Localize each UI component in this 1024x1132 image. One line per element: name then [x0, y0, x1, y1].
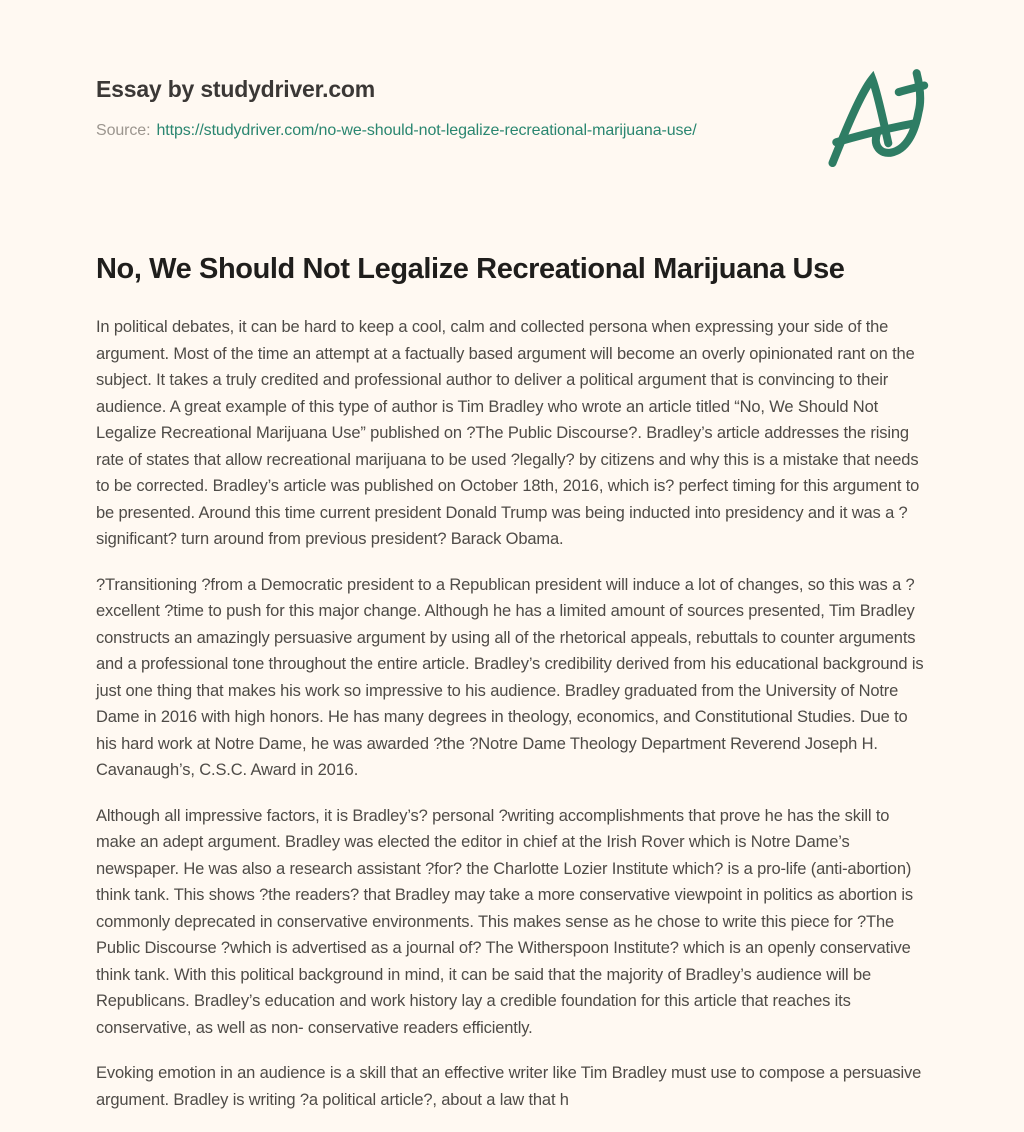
byline: Essay by studydriver.com	[96, 76, 376, 102]
article-body	[96, 314, 932, 1132]
a-plus-logo-icon	[824, 60, 928, 180]
essay-paragraph: Evoking emotion in an audience is a skill that an effective writer like Tim Bradley must use to compose a persuasive argument. Bradley is writing ?a political article?, about a law that h	[96, 1064, 922, 1109]
source-link[interactable]: https://studydriver.com/no-we-should-not-legalize-recreational-marijuana-use/	[156, 122, 697, 139]
essay-paragraph: ?Transitioning ?from a Democratic president to a Republican president will induce a lot of changes, so this was a ?excellent ?time to push for this major change. Although he has a limited amount of sources presented, Tim Bradley constructs an amazingly persuasive argument by using all of the rhetorical appeals, rebuttals to counter arguments and a professional tone throughout the entire article. Bradley’s credibility derived from his educational background is just one thing that makes his work so impressive to his audience. Bradley graduated from the University of Notre Dame in 2016 with high honors. He has many degrees in theology, economics, and Constitutional Studies. Due to his hard work at Notre Dame, he was awarded ?the ?Notre Dame Theology Department Reverend Joseph H. Cavanaugh’s, C.S.C. Award in 2016.	[96, 575, 924, 779]
essay-paragraph: In political debates, it can be hard to keep a cool, calm and collected persona when expressing your side of the argument. Most of the time an attempt at a factually based argument will become an overly opinionated rant on the subject. It takes a truly credited and professional author to deliver a political argument that is convincing to their audience. A great example of this type of author is Tim Bradley who wrote an article titled “No, We Should Not Legalize Recreational Marijuana Use” published on ?The Public Discourse?. Bradley’s article addresses the rising rate of states that allow recreational marijuana to be used ?legally? by citizens and why this is a mistake that needs to be corrected. Bradley’s article was published on October 18th, 2016, which is? perfect timing for this argument to be presented. Around this time current president Donald Trump was being inducted into presidency and it was a ?significant? turn around from previous president? Barack Obama.	[96, 318, 920, 548]
source-line	[96, 122, 697, 140]
essay-paragraph: Although all impressive factors, it is Bradley’s? personal ?writing accomplishments that prove he has the skill to make an adept argument. Bradley was elected the editor in chief at the Irish Rover which is Notre Dame’s newspaper. He was also a research assistant ?for? the Charlotte Lozier Institute which? is a pro-life (anti-abortion) think tank. This shows ?the readers? that Bradley may take a more conservative viewpoint in politics as abortion is commonly deprecated in conservative environments. This makes sense as he chose to write this piece for ?The Public Discourse ?which is advertised as a journal of? The Witherspoon Institute? which is an openly conservative think tank. With this political background in mind, it can be said that the majority of Bradley’s audience will be Republicans. Bradley’s education and work history lay a credible foundation for this article that reaches its conservative, as well as non- conservative readers efficiently.	[96, 806, 914, 1037]
source-label: Source:	[96, 122, 151, 139]
essay-title: No, We Should Not Legalize Recreational Marijuana Use	[96, 253, 845, 285]
